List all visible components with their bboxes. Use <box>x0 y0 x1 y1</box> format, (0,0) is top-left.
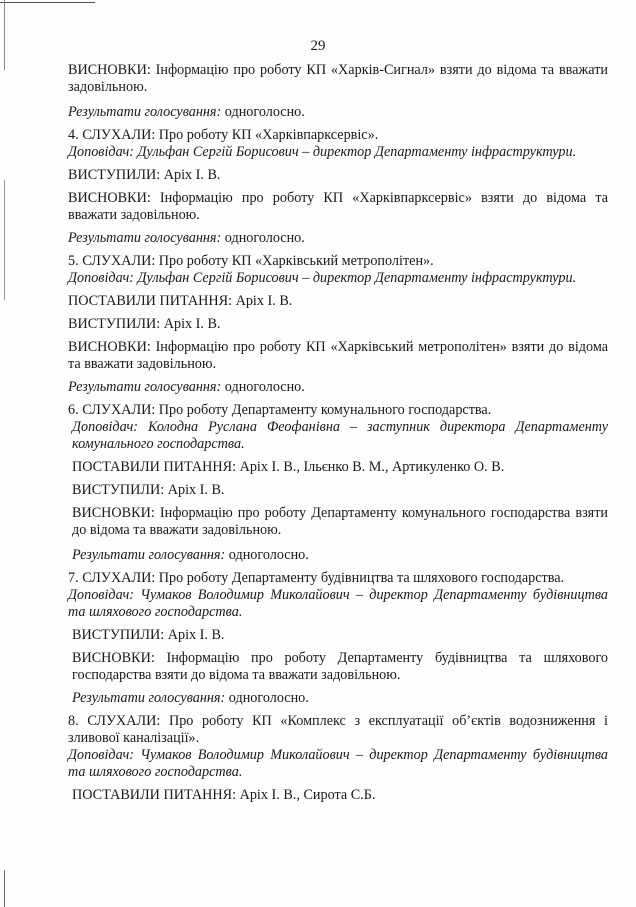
heard-item: 6. СЛУХАЛИ: Про роботу Департаменту комунального господарства. <box>68 402 492 418</box>
minutes-body <box>68 62 608 804</box>
vote-result <box>68 690 608 707</box>
heard-item: 7. СЛУХАЛИ: Про роботу Департаменту будівництва та шляхового господарства. <box>68 570 565 586</box>
heard-item: 4. СЛУХАЛИ: Про роботу КП «Харківпарксервіс». <box>68 127 379 143</box>
speaker-label: Доповідач: <box>72 419 138 435</box>
speaker-label: Доповідач: <box>68 270 134 286</box>
vote-value: одноголосно. <box>221 379 305 395</box>
heard-item: 8. СЛУХАЛИ: Про роботу КП «Комплекс з експлуатації об’єктів водозниження і зливової каналізації». <box>68 713 608 746</box>
scan-artifact-line <box>0 2 95 3</box>
scan-artifact-line <box>4 0 5 70</box>
page-number: 29 <box>310 38 326 54</box>
vote-label: Результати голосування: <box>68 230 222 246</box>
conclusion-paragraph: ВИСНОВКИ: Інформацію про роботу Департаменту комунального господарства взяти до відома та вважати задовільною. <box>72 505 608 538</box>
speaker-value: Колодна Руслана Феофанівна – заступник директора Департаменту комунального господарства. <box>72 419 608 452</box>
speaker-line <box>68 419 608 453</box>
vote-label: Результати голосування: <box>68 379 222 395</box>
vote-result <box>68 104 608 121</box>
vote-value: одноголосно. <box>225 690 309 706</box>
scan-artifact-line <box>4 180 5 300</box>
vote-value: одноголосно. <box>221 104 305 120</box>
speaker-value: Дульфан Сергій Борисович – директор Департаменту інфраструктури. <box>133 144 577 160</box>
conclusion-paragraph: ВИСНОВКИ: Інформацію про роботу КП «Харків-Сигнал» взяти до відома та вважати задовільною. <box>68 62 608 95</box>
vote-result <box>68 379 608 396</box>
speaker-line <box>68 587 608 621</box>
spoke-line: ВИСТУПИЛИ: Аріх І. В. <box>72 482 225 498</box>
conclusion-paragraph: ВИСНОВКИ: Інформацію про роботу КП «Харківський метрополітен» взяти до відома та вважати задовільною. <box>68 339 608 372</box>
speaker-line <box>68 270 608 287</box>
heard-item: 5. СЛУХАЛИ: Про роботу КП «Харківський метрополітен». <box>68 253 434 269</box>
vote-label: Результати голосування: <box>72 547 226 563</box>
speaker-line <box>68 144 608 161</box>
speaker-value: Чумаков Володимир Миколайович – директор Департаменту будівництва та шляхового господарства. <box>68 587 608 620</box>
questions-line: ПОСТАВИЛИ ПИТАННЯ: Аріх І. В. <box>68 293 293 309</box>
conclusion-paragraph: ВИСНОВКИ: Інформацію про роботу КП «Харківпарксервіс» взяти до відома та вважати задовільною. <box>68 190 608 223</box>
vote-result <box>68 547 608 564</box>
conclusion-paragraph: ВИСНОВКИ: Інформацію про роботу Департаменту будівництва та шляхового господарства взяти до відома та вважати задовільною. <box>72 650 608 683</box>
vote-result <box>68 230 608 247</box>
vote-label: Результати голосування: <box>72 690 226 706</box>
speaker-label: Доповідач: <box>68 144 134 160</box>
vote-value: одноголосно. <box>221 230 305 246</box>
speaker-label: Доповідач: <box>68 587 134 603</box>
vote-value: одноголосно. <box>225 547 309 563</box>
scan-artifact-line <box>4 870 5 907</box>
speaker-value: Чумаков Володимир Миколайович – директор Департаменту будівництва та шляхового господарства. <box>68 747 608 780</box>
speaker-label: Доповідач: <box>68 747 134 763</box>
speaker-value: Дульфан Сергій Борисович – директор Департаменту інфраструктури. <box>133 270 577 286</box>
questions-line: ПОСТАВИЛИ ПИТАННЯ: Аріх І. В., Ільєнко В. М., Артикуленко О. В. <box>72 459 505 475</box>
spoke-line: ВИСТУПИЛИ: Аріх І. В. <box>68 316 221 332</box>
spoke-line: ВИСТУПИЛИ: Аріх І. В. <box>68 167 221 183</box>
vote-label: Результати голосування: <box>68 104 222 120</box>
questions-line: ПОСТАВИЛИ ПИТАННЯ: Аріх І. В., Сирота С.Б. <box>72 787 376 803</box>
spoke-line: ВИСТУПИЛИ: Аріх І. В. <box>72 627 225 643</box>
speaker-line <box>68 747 608 781</box>
